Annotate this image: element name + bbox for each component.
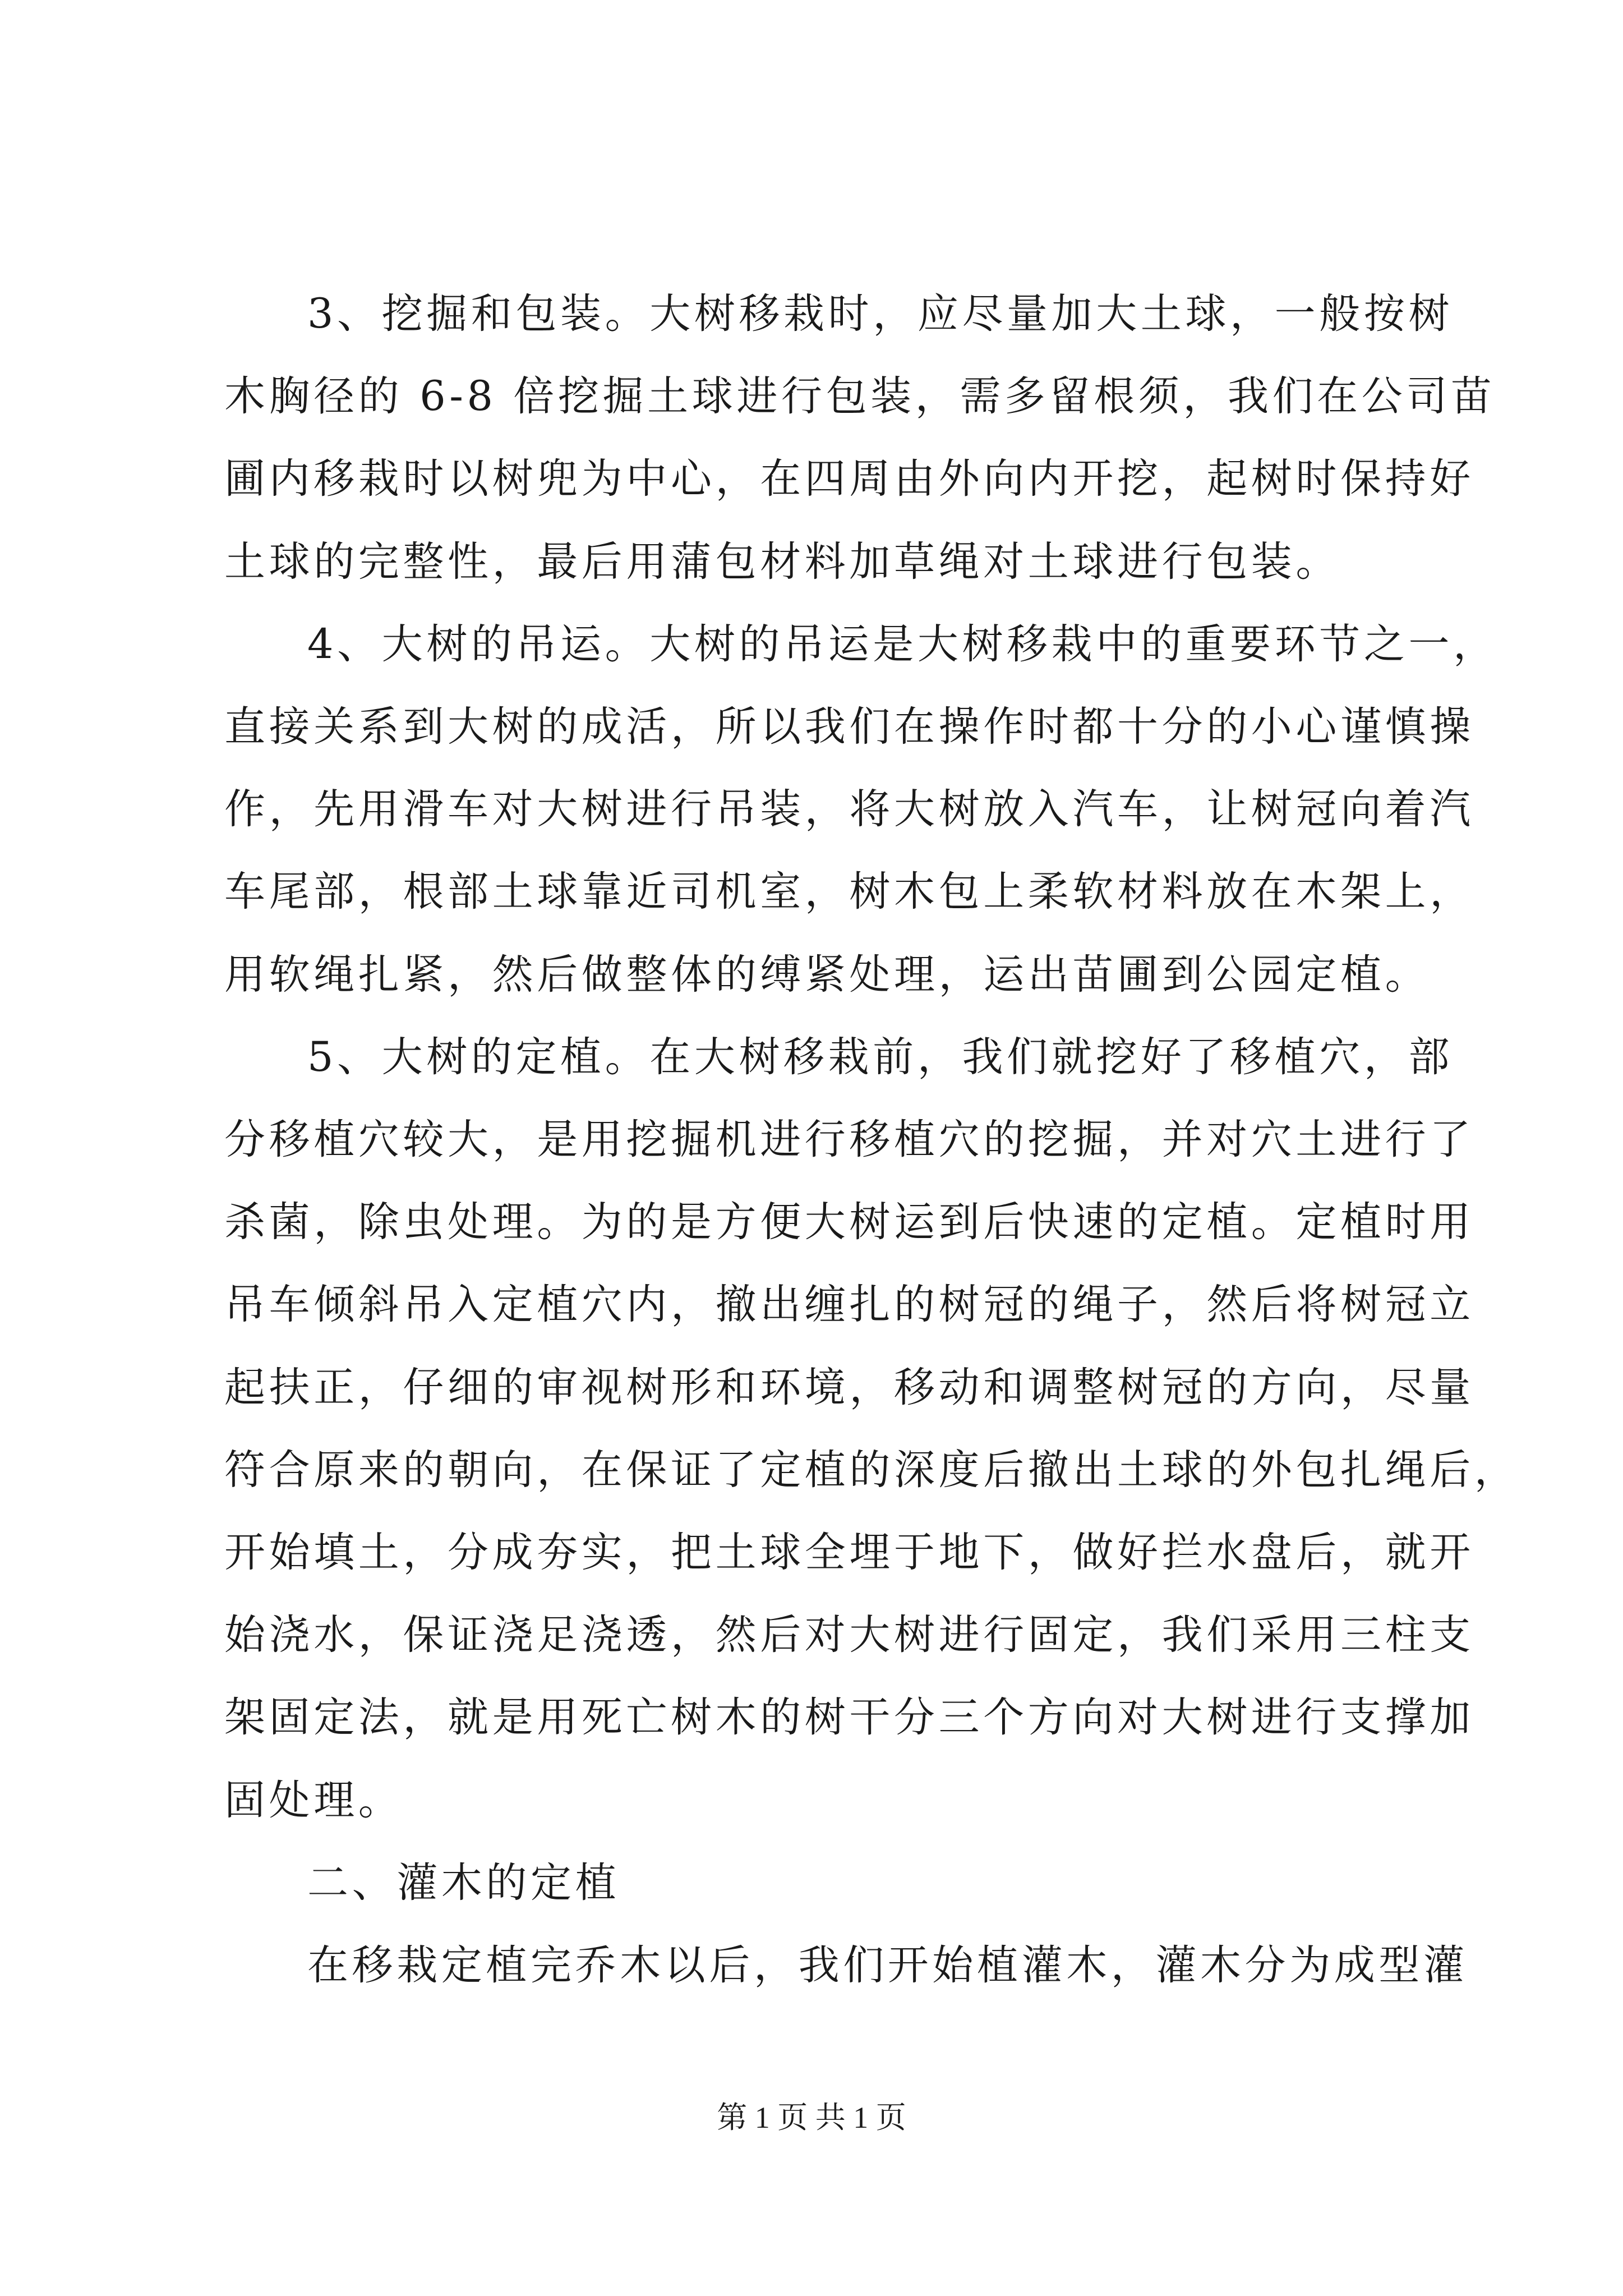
paragraph-line: 用软绳扎紧，然后做整体的缚紧处理，运出苗圃到公园定植。: [224, 950, 1430, 999]
paragraph-line: 土球的完整性，最后用蒲包材料加草绳对土球进行包装。: [224, 537, 1340, 586]
paragraph-line: 二、灌木的定植: [307, 1858, 620, 1907]
paragraph-line: 分移植穴较大，是用挖掘机进行移植穴的挖掘，并对穴土进行了: [224, 1116, 1474, 1163]
paragraph-line: 架固定法，就是用死亡树木的树干分三个方向对大树进行支撑加: [224, 1694, 1474, 1742]
paragraph-line: 直接关系到大树的成活，所以我们在操作时都十分的小心谨慎操: [224, 703, 1474, 751]
paragraph-line: 5、大树的定植。在大树移栽前，我们就挖好了移植穴，部: [307, 1033, 1454, 1081]
paragraph-line: 固处理。: [224, 1776, 403, 1824]
paragraph-line: 符合原来的朝向，在保证了定植的深度后撤出土球的外包扎绳后，: [224, 1446, 1519, 1494]
paragraph-line: 开始填土，分成夯实，把土球全埋于地下，做好拦水盘后，就开: [224, 1529, 1474, 1576]
paragraph-line: 4、大树的吊运。大树的吊运是大树移栽中的重要环节之一，: [307, 620, 1498, 668]
paragraph-line: 木胸径的 6-8 倍挖掘土球进行包装，需多留根须，我们在公司苗: [224, 372, 1496, 421]
paragraph-line: 杀菌，除虫处理。为的是方便大树运到后快速的定植。定植时用: [224, 1198, 1474, 1246]
paragraph-line: 吊车倾斜吊入定植穴内，撤出缠扎的树冠的绳子，然后将树冠立: [224, 1281, 1474, 1329]
paragraph-line: 3、挖掘和包装。大树移栽时，应尽量加大土球，一般按树: [307, 290, 1454, 338]
paragraph-line: 车尾部，根部土球靠近司机室，树木包上柔软材料放在木架上，: [224, 868, 1474, 916]
paragraph-line: 起扶正，仔细的审视树形和环境，移动和调整树冠的方向，尽量: [224, 1363, 1474, 1411]
page-footer: 第 1 页 共 1 页: [717, 2101, 906, 2134]
paragraph-line: 圃内移栽时以树兜为中心，在四周由外向内开挖，起树时保持好: [224, 455, 1474, 503]
paragraph-line: 始浇水，保证浇足浇透，然后对大树进行固定，我们采用三柱支: [224, 1611, 1474, 1659]
paragraph-line: 在移栽定植完乔木以后，我们开始植灌木，灌木分为成型灌: [307, 1941, 1468, 1989]
paragraph-line: 作，先用滑车对大树进行吊装，将大树放入汽车，让树冠向着汽: [224, 785, 1474, 834]
